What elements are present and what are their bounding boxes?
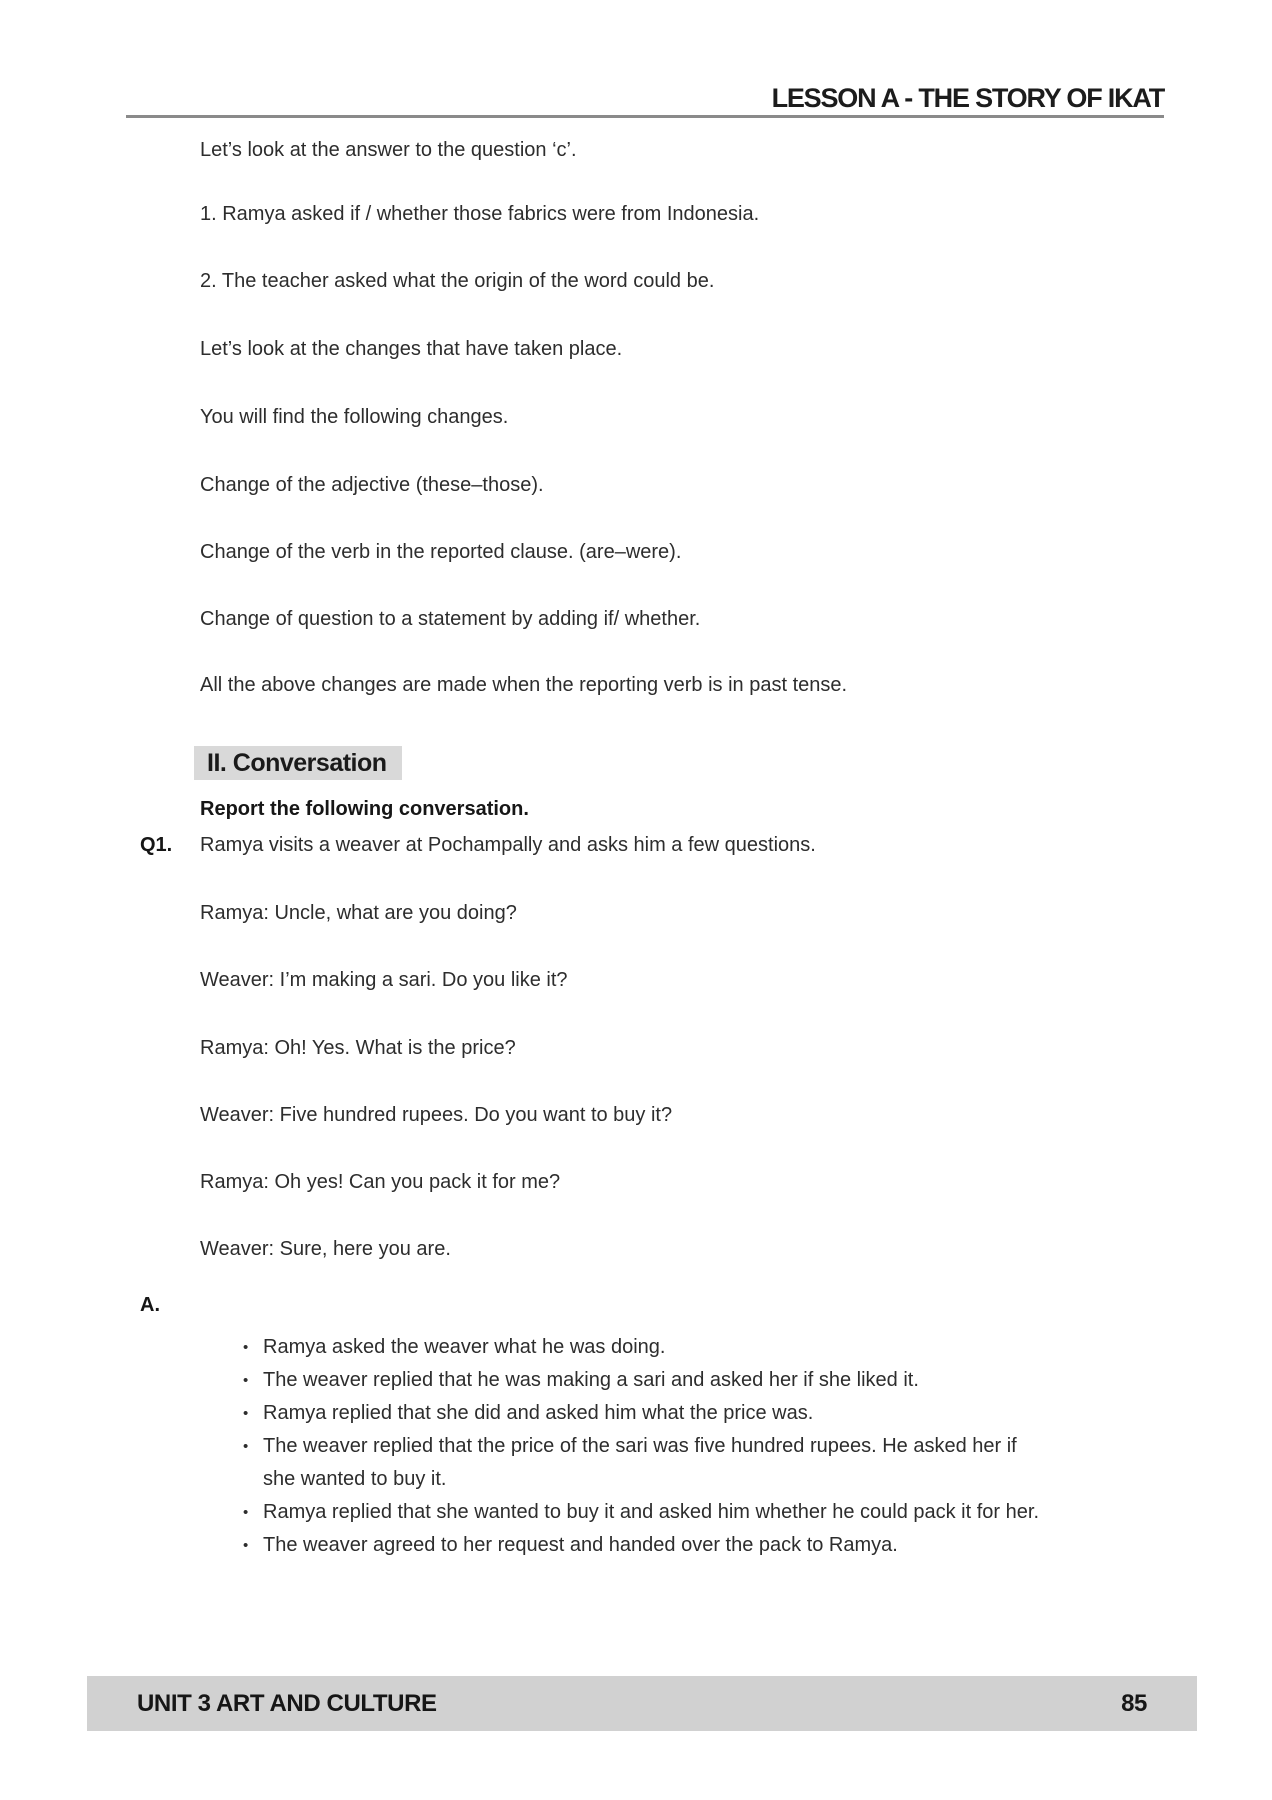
dialogue-line: Ramya: Uncle, what are you doing? [200,902,517,924]
dialogue-line: Weaver: Sure, here you are. [200,1238,451,1260]
paragraph: Change of question to a statement by adding if/ whether. [200,608,701,630]
bullet-continuation-line [243,1463,1208,1496]
question-text: Ramya visits a weaver at Pochampally and asks him a few questions. [200,834,816,856]
answer-label: A. [140,1294,160,1316]
paragraph: You will find the following changes. [200,406,509,428]
footer-bar [87,1676,1197,1731]
bullet-text: Ramya replied that she wanted to buy it and asked him whether he could pack it for her. [263,1501,1039,1523]
paragraph: Change of the verb in the reported clause. (are–were). [200,541,682,563]
section-heading [194,746,402,780]
dialogue-line: Ramya: Oh yes! Can you pack it for me? [200,1171,561,1193]
bullet-icon: • [243,1405,249,1422]
bullet-item [243,1364,1208,1397]
bullet-spacer [243,1463,263,1496]
bullet-icon: • [243,1339,249,1356]
bullet-item [243,1331,1208,1364]
bullet-text: Ramya replied that she did and asked him what the price was. [263,1402,814,1424]
paragraph: All the above changes are made when the reporting verb is in past tense. [200,674,848,696]
bullet-item [243,1496,1208,1529]
dialogue-line: Ramya: Oh! Yes. What is the price? [200,1037,516,1059]
bullet-text: The weaver agreed to her request and handed over the pack to Ramya. [263,1534,898,1556]
bullet-item [243,1397,1208,1430]
page-title: LESSON A - THE STORY OF IKAT [771,83,1164,113]
paragraph: Let’s look at the answer to the question ‘c’. [200,139,577,161]
bullet-list [243,1331,1208,1562]
paragraph: 1. Ramya asked if / whether those fabrics were from Indonesia. [200,203,760,225]
paragraph: Change of the adjective (these–those). [200,474,544,496]
dialogue-line: Weaver: I’m making a sari. Do you like it? [200,969,568,991]
footer-page-number: 85 [1121,1689,1147,1717]
bullet-icon: • [243,1537,249,1554]
bullet-text: The weaver replied that he was making a sari and asked her if she liked it. [263,1369,919,1391]
bullet-icon: • [243,1504,249,1521]
dialogue-line: Weaver: Five hundred rupees. Do you want to buy it? [200,1104,673,1126]
question-label: Q1. [140,834,173,856]
header-rule [126,115,1164,118]
paragraph: Let’s look at the changes that have taken place. [200,338,623,360]
bullet-text: she wanted to buy it. [263,1468,447,1490]
section-heading-label: II. Conversation [207,749,387,777]
footer-unit: UNIT 3 ART AND CULTURE [137,1689,437,1717]
bullet-text: Ramya asked the weaver what he was doing. [263,1336,666,1358]
bullet-item [243,1430,1208,1463]
bullet-icon: • [243,1372,249,1389]
bullet-item [243,1529,1208,1562]
instruction: Report the following conversation. [200,798,529,820]
paragraph: 2. The teacher asked what the origin of the word could be. [200,270,715,292]
bullet-text: The weaver replied that the price of the sari was five hundred rupees. He asked her if [263,1435,1017,1457]
bullet-icon: • [243,1438,249,1455]
